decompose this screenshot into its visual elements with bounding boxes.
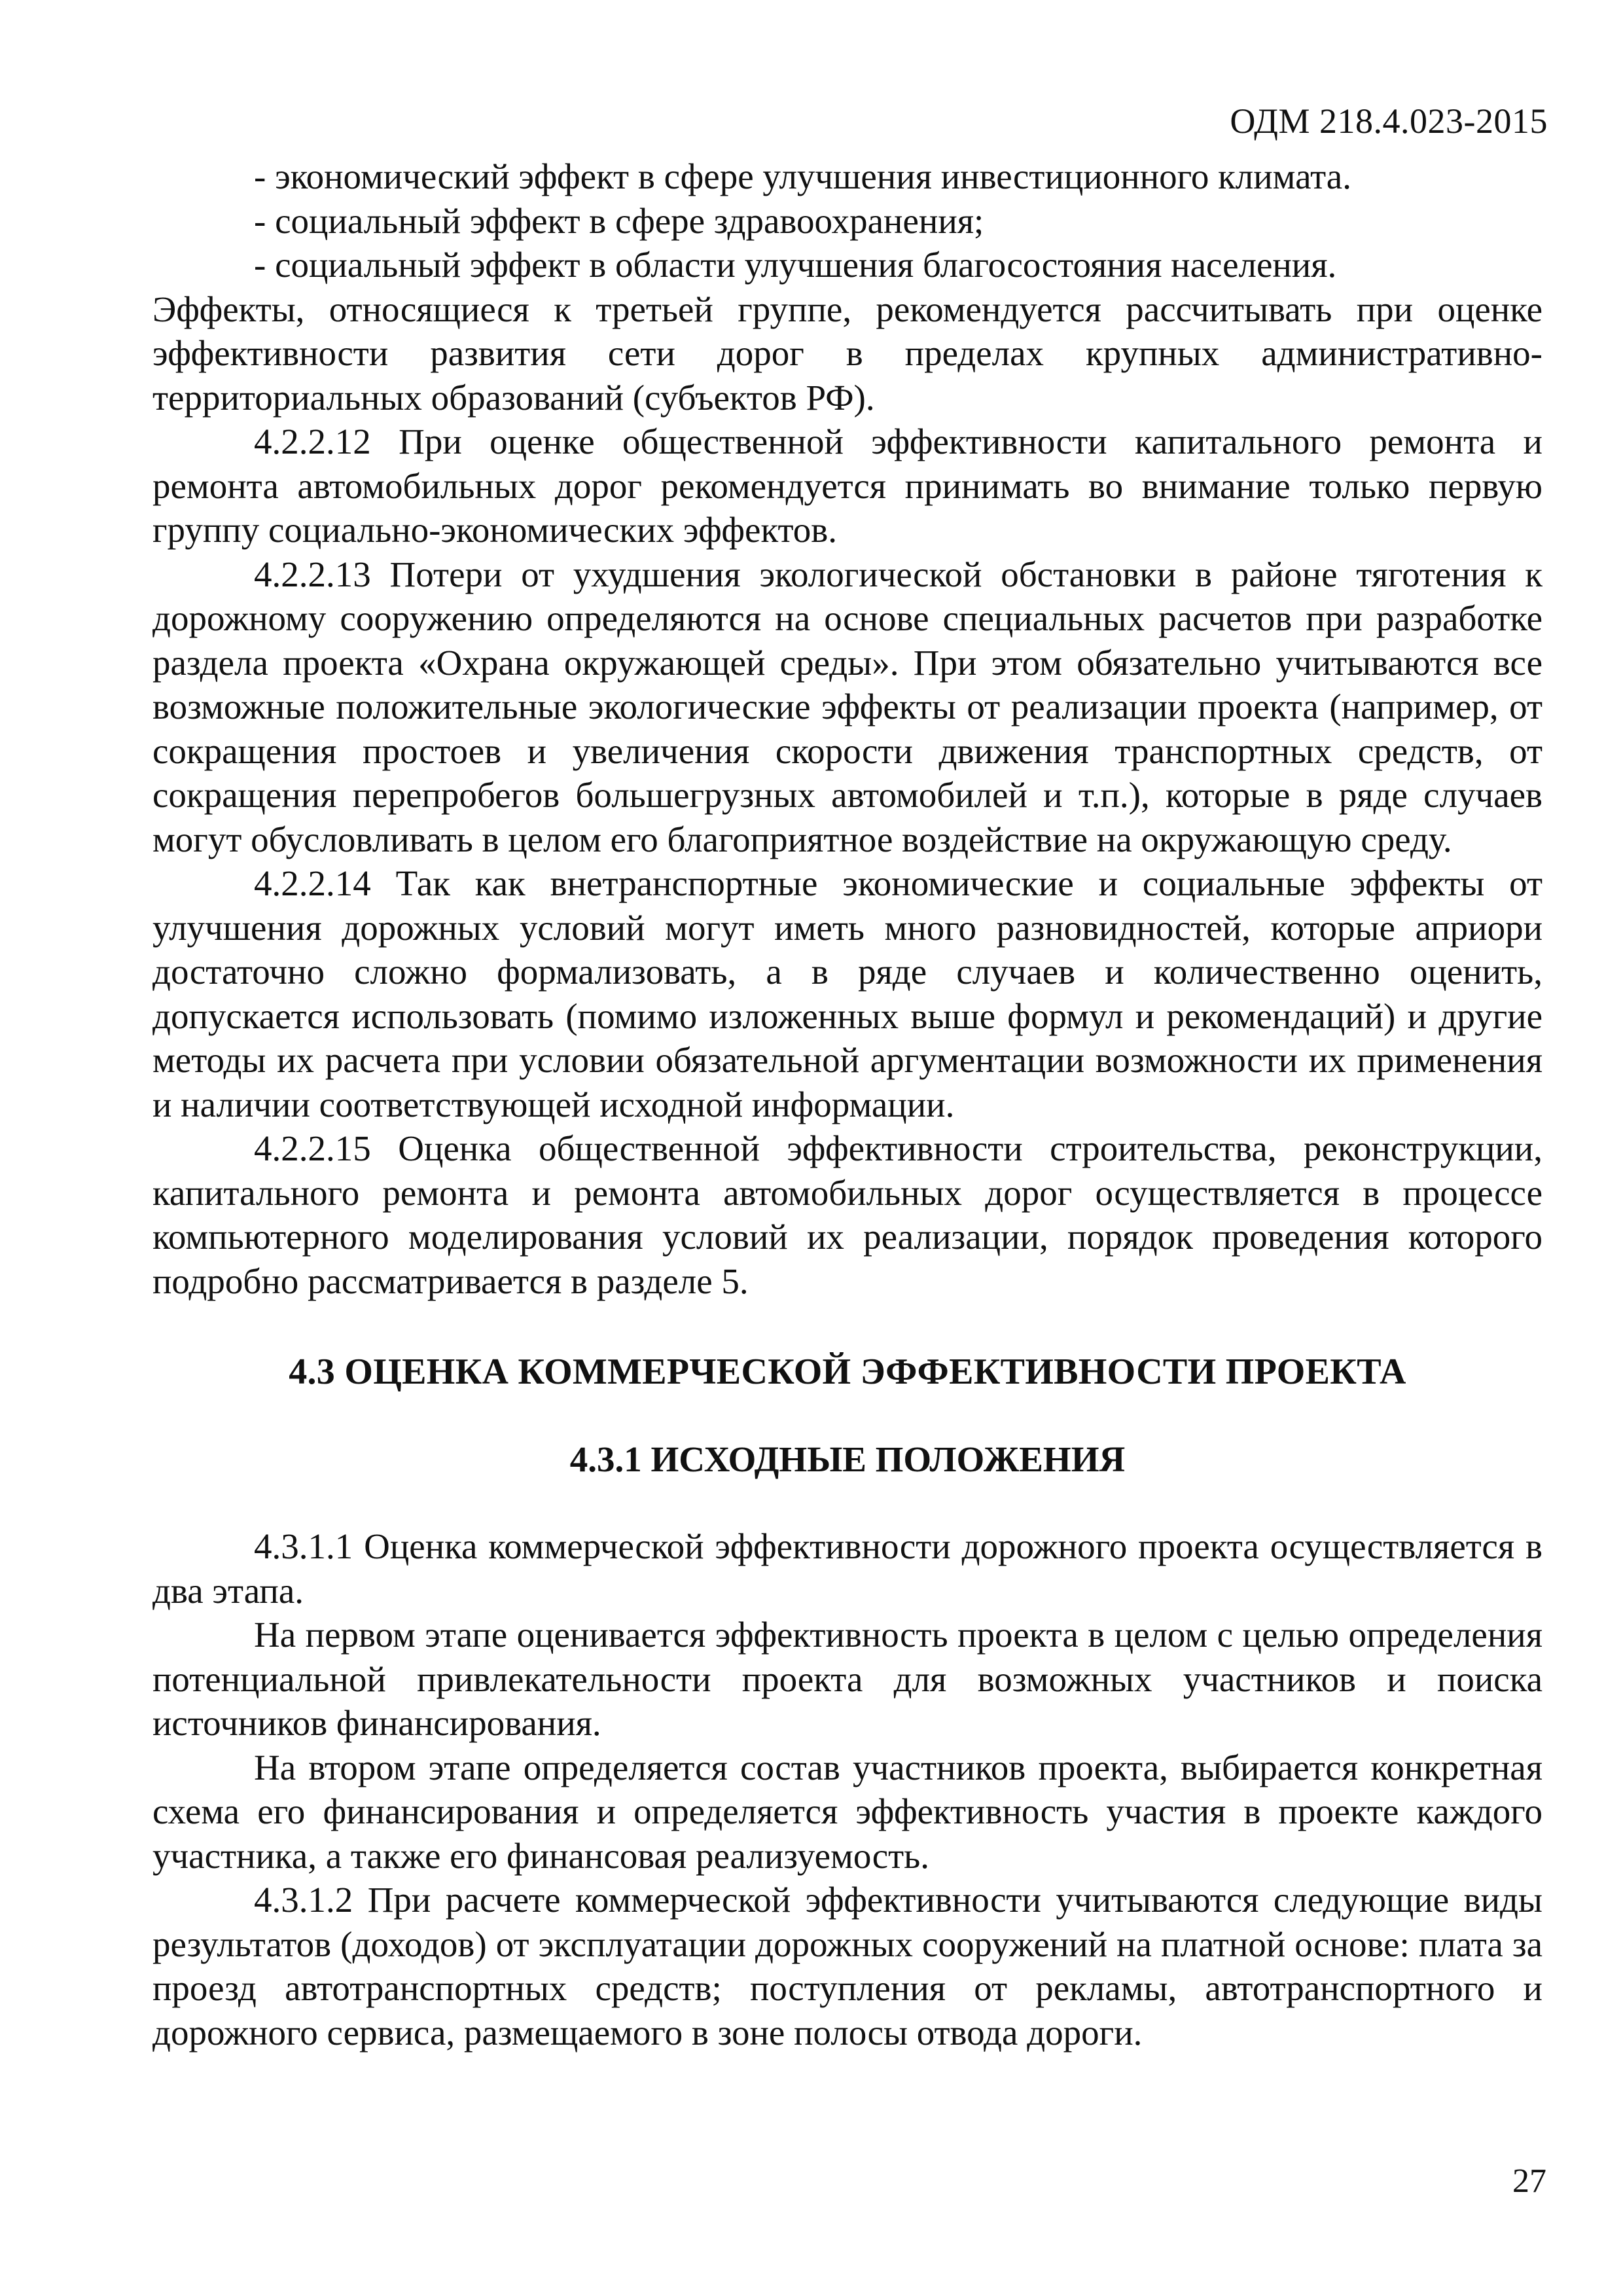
paragraph: 4.2.2.14 Так как внетранспортные экономические и социальные эффекты от улучшения дорожных условий могут иметь много разновидностей, которые априори достаточно сложно формализовать, а в ряде случаев и количественно оценить, допускается использовать (помимо изложенных выше формул и рекомендаций) и другие методы их расчета при условии обязательной аргументации возможности их применения и наличии соответствующей исходной информации. bbox=[152, 863, 1543, 1124]
subsection-heading: 4.3.1 ИСХОДНЫЕ ПОЛОЖЕНИЯ bbox=[569, 1439, 1126, 1479]
paragraph: 4.2.2.12 При оценке общественной эффективности капитального ремонта и ремонта автомобильных дорог рекомендуется принимать во внимание только первую группу социально-экономических эффектов. bbox=[152, 422, 1543, 550]
paragraph: 4.3.1.2 При расчете коммерческой эффективности учитываются следующие виды результатов (доходов) от эксплуатации дорожных сооружений на платной основе: плата за проезд автотранспортных средств; поступления от рекламы, автотранспортного и дорожного сервиса, размещаемого в зоне полосы отвода дороги. bbox=[152, 1880, 1543, 2053]
paragraph: На первом этапе оценивается эффективность проекта в целом с целью определения потенциальной привлекательности проекта для возможных участников и поиска источников финансирования. bbox=[152, 1615, 1543, 1743]
document-code: ОДМ 218.4.023-2015 bbox=[1230, 101, 1548, 141]
page-number: 27 bbox=[1512, 2162, 1546, 2200]
bullet-item: - социальный эффект в сфере здравоохранения; bbox=[254, 200, 984, 241]
paragraph: 4.2.2.15 Оценка общественной эффективности строительства, реконструкции, капитального ремонта и ремонта автомобильных дорог осуществляется в процессе компьютерного моделирования условий их реализации, порядок проведения которого подробно рассматривается в разделе 5. bbox=[152, 1128, 1543, 1301]
paragraph: 4.3.1.1 Оценка коммерческой эффективности дорожного проекта осуществляется в два этапа. bbox=[152, 1526, 1543, 1611]
bullet-item: - социальный эффект в области улучшения благосостояния населения. bbox=[254, 245, 1337, 285]
section-heading: 4.3 ОЦЕНКА КОММЕРЧЕСКОЙ ЭФФЕКТИВНОСТИ ПРОЕКТА bbox=[289, 1352, 1406, 1392]
paragraph: 4.2.2.13 Потери от ухудшения экологической обстановки в районе тяготения к дорожному сооружению определяются на основе специальных расчетов при разработке раздела проекта «Охрана окружающей среды». При этом обязательно учитываются все возможные положительные экологические эффекты от реализации проекта (например, от сокращения простоев и увеличения скорости движения транспортных средств, от сокращения перепробегов большегрузных автомобилей и т.п.), которые в ряде случаев могут обусловливать в целом его благоприятное воздействие на окружающую среду. bbox=[152, 554, 1543, 859]
paragraph: Эффекты, относящиеся к третьей группе, рекомендуется рассчитывать при оценке эффективности развития сети дорог в пределах крупных административно-территориальных образований (субъектов РФ). bbox=[152, 289, 1543, 418]
paragraph: На втором этапе определяется состав участников проекта, выбирается конкретная схема его финансирования и определяется эффективность участия в проекте каждого участника, а также его финансовая реализуемость. bbox=[152, 1747, 1543, 1876]
document-body bbox=[152, 154, 1543, 2054]
bullet-item: - экономический эффект в сфере улучшения инвестиционного климата. bbox=[254, 156, 1351, 196]
